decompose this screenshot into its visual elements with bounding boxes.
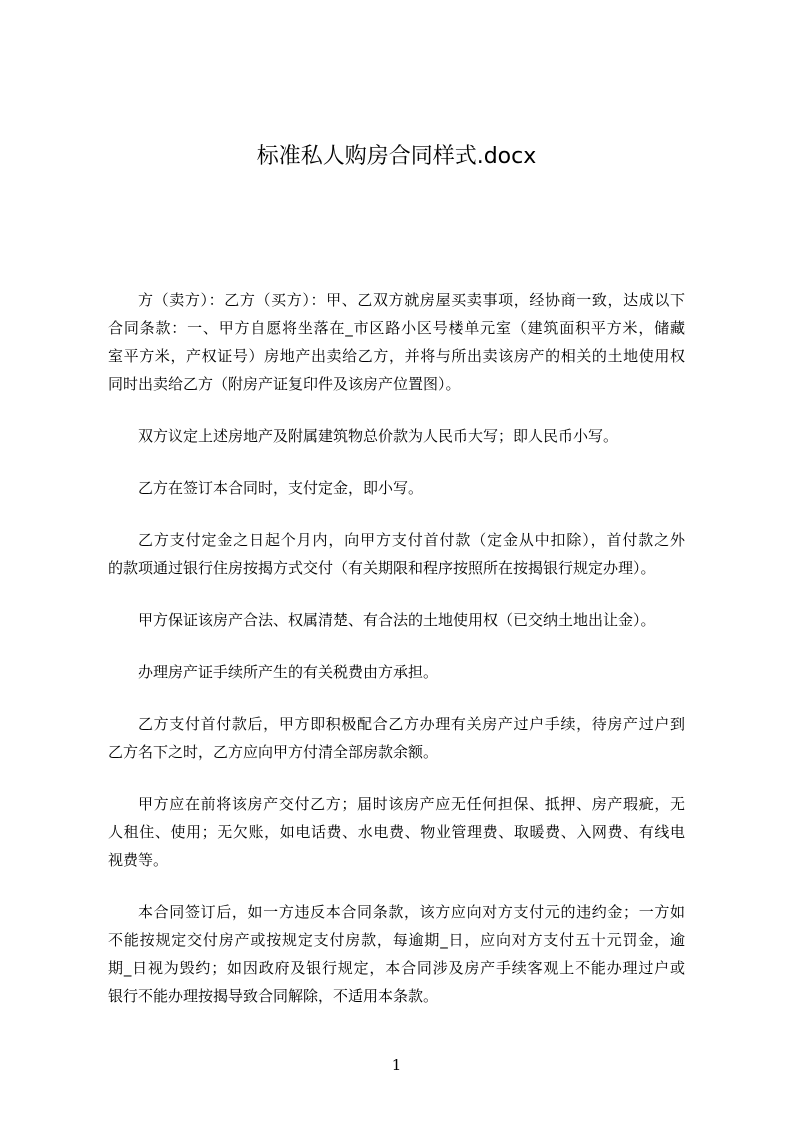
paragraph-line: 甲方应在前将该房产交付乙方；届时该房产应无任何担保、抵押、房产瑕疵，无 [138, 795, 685, 813]
paragraph [108, 286, 685, 398]
paragraph-line: 办理房产证手续所产生的有关税费由方承担。 [138, 663, 439, 681]
paragraph [108, 526, 685, 582]
paragraph [108, 606, 685, 634]
document-title: 标准私人购房合同样式.docx [256, 144, 537, 169]
paragraph [108, 710, 685, 766]
paragraph-line: 视费等。 [108, 851, 169, 869]
paragraph-line: 乙方支付定金之日起个月内，向甲方支付首付款（定金从中扣除），首付款之外 [138, 531, 685, 549]
paragraph-line: 的款项通过银行住房按揭方式交付（有关期限和程序按照所在按揭银行规定办理）。 [108, 559, 656, 577]
paragraph-line: 本合同签订后，如一方违反本合同条款，该方应向对方支付元的违约金；一方如 [138, 903, 685, 921]
paragraph-line: 同时出卖给乙方（附房产证复印件及该房产位置图）。 [108, 375, 461, 393]
paragraph [108, 422, 685, 450]
paragraph-line: 乙方名下之时，乙方应向甲方付清全部房款余额。 [108, 743, 439, 761]
paragraph [108, 658, 685, 686]
paragraph-line: 不能按规定交付房产或按规定支付房款，每逾期_日，应向对方支付五十元罚金，逾 [108, 931, 685, 949]
paragraph-line: 期_日视为毁约；如因政府及银行规定，本合同涉及房产手续客观上不能办理过户或 [108, 959, 685, 977]
paragraph-line: 银行不能办理按揭导致合同解除，不适用本条款。 [108, 987, 439, 1005]
paragraph [108, 898, 685, 1010]
paragraph-line: 人租住、使用；无欠账，如电话费、水电费、物业管理费、取暖费、入网费、有线电 [108, 823, 685, 841]
paragraph-line: 双方议定上述房地产及附属建筑物总价款为人民币大写；即人民币小写。 [138, 427, 619, 445]
paragraph [108, 790, 685, 874]
paragraph-line: 合同条款：一、甲方自愿将坐落在_市区路小区号楼单元室（建筑面积平方米，储藏 [108, 319, 685, 337]
paragraph-line: 乙方支付首付款后，甲方即积极配合乙方办理有关房产过户手续，待房产过户到 [138, 715, 685, 733]
paragraph-line: 室平方米，产权证号）房地产出卖给乙方，并将与所出卖该房产的相关的土地使用权 [108, 347, 685, 365]
paragraph-line: 方（卖方）：乙方（买方）：甲、乙双方就房屋买卖事项，经协商一致，达成以下 [138, 291, 685, 309]
paragraph-line: 甲方保证该房产合法、权属清楚、有合法的土地使用权（已交纳土地出让金）。 [138, 611, 656, 629]
paragraph [108, 474, 685, 502]
paragraph-line: 乙方在签订本合同时，支付定金，即小写。 [138, 479, 424, 497]
page-number: 1 [391, 1056, 402, 1074]
document-body [108, 286, 685, 1034]
